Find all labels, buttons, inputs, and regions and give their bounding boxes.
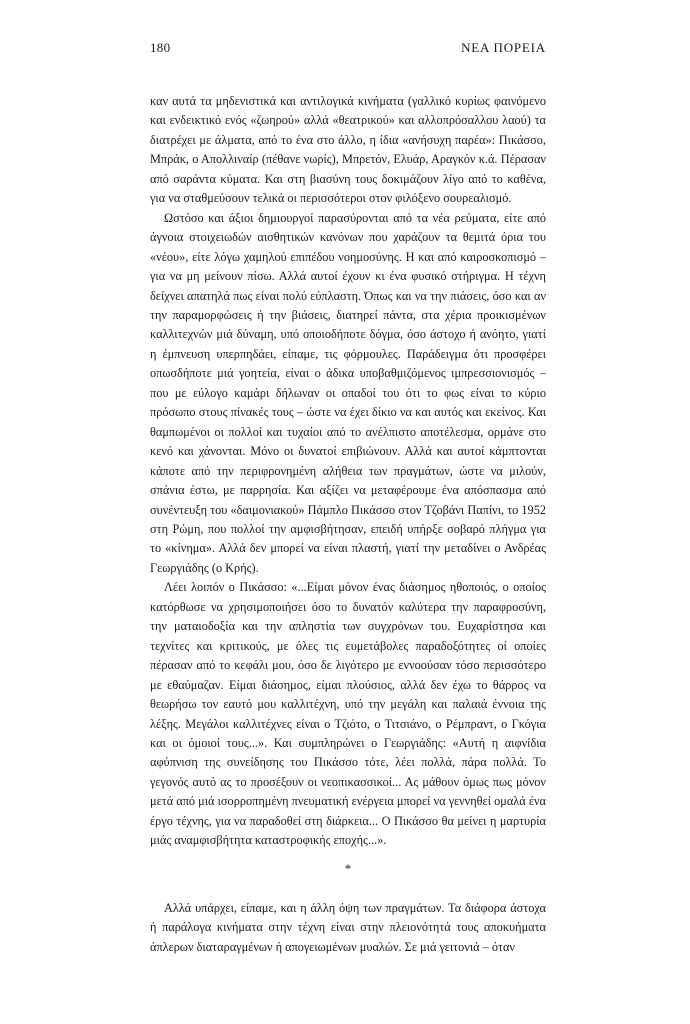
- section-separator: *: [344, 860, 352, 876]
- running-title: ΝΕΑ ΠΟΡΕΙΑ: [461, 40, 546, 55]
- paragraph-4: Αλλά υπάρχει, είπαμε, και η άλλη όψη των πραγμάτων. Τα διάφορα άστοχα ή παράλογα κινήματα στην τέχνη είναι στην πλειονότητά τους αποκυήματα άπλερων διαταραγμένων ή απογειωμένων μυαλών. Σε μιά γειτονιά – όταν: [150, 900, 546, 954]
- page-header: [150, 40, 546, 60]
- paragraph-2: Ωστόσο και άξιοι δημιουργοί παρασύρονται από τα νέα ρεύματα, είτε από άγνοια στοιχειωδών αισθητικών κανόνων που χαράζουν τα θεμιτά όρια του «νέου», είτε λόγω χαμηλού επιπέδου νοημοσύνης. Η και από καιροσκοπισμό – για να μη μείνουν πίσω. Αλλά αυτοί έχουν κι ένα φυσικό στήριγμα. Η τέχνη δείχνει απατηλά πως είναι πολύ εύπλαστη. Όπως και να την πιάσεις, όσο και αν την παραμορφώσεις ή την βιάσεις, διατηρεί πάντα, στα χέρια προικισμένων καλλιτεχνών μιά δύναμη, υπό οποιοδήποτε δόγμα, όσο άστοχο ή ανόητο, γιατί η έμπνευση υπερπηδάει, είπαμε, τις φόρμουλες. Παράδειγμα ότι προσφέρει οπωσδήποτε μιά γοητεία, είναι ο άδικα υποβαθμιζόμενος ιμπρεσσιονισμός – που με εύλογο καμάρι δήλωναν οι οπαδοί του ότι το φως είναι το κύριο πρόσωπο στους πίνακές τους – ώστε να έχει δίκιο να και αυτός και εκείνος. Και θαμπωμένοι οι πολλοί και τυχαίοι από το ανέλπιστο αποτέλεσμα, ορμάνε στο κενό και χάνονται. Μόνο οι δυνατοί επιβιώνουν. Αλλά και αυτοί κάμπτονται κάποτε από την περιφρονημένη αλήθεια των πραγμάτων, ώστε να μιλούν, σπάνια έστω, με παρρησία. Και αξίζει να μεταφέρουμε ένα απόσπασμα από συνέντευξη του «δαιμονιακού» Πάμπλο Πικάσσο στον Τζοβάνι Παπίνι, το 1952 στη Ρώμη, που πολλοί την αμφισβήτησαν, επειδή υπήρξε σοβαρό πλήγμα για το «κίνημα». Αλλά δεν μπορεί να είναι πλαστή, γιατί την μεταδίνει ο Ανδρέας Γεωργιάδης (ο Κρής).: [150, 210, 546, 575]
- paragraph-3: Λέει λοιπόν ο Πικάσσο: «...Είμαι μόνον ένας διάσημος ηθοποιός, ο οποίος κατόρθωσε να χρησιμοποιήσει όσο το δυνατόν καλύτερα την παραφροσύνη, την ματαιοδοξία και την απληστία των συγχρόνων του. Ευχαρίστησα και τεχνίτες και κριτικούς, με όλες τις ευμετάβολες παραδοξότητες οί οποίες πέρασαν από το κεφάλι μου, όσο δε λιγότερο με εννοούσαν τόσο περισσότερο με εθαύμαζαν. Είμαι διάσημος, είμαι πλούσιος, αλλά δεν έχω το θάρρος να θεωρήσω τον εαυτό μου καλλιτέχνη, υπό την μεγάλη και παλαιά έννοια της λέξης. Μεγάλοι καλλιτέχνες είναι ο Τζιότο, ο Τιτσιάνο, ο Ρέμπραντ, ο Γκόγια και οι όμοιοί τους...». Και συμπληρώνει ο Γεωργιάδης: «Αυτή η αιφνίδια αφύπνιση της συνείδησης του Πικάσσο τότε, λέει πολλά, πάρα πολλά. Το γεγονός αυτό ας το προσέξουν οι νεοπικασσικοί... Ας μάθουν όμως πως μόνον μετά από μιά ισορροπημένη πνευματική ενέργεια μπορεί να γεννηθεί ομαλά ένα έργο τέχνης, για να παραδοθεί στη διάρκεια... Ο Πικάσσο θα μείνει η μαρτυρία μιάς αναμφισβήτητα καταστροφικής εποχής...».: [150, 580, 546, 848]
- body-text: [150, 92, 546, 957]
- page-number: 180: [150, 40, 171, 55]
- paragraph-1: καν αυτά τα μηδενιστικά και αντιλογικά κινήματα (γαλλικό κυρίως φαινόμενο και ενδεικτικό ενός «ζωηρού» αλλά «θεατρικού» και αλλοπρόσαλλου λαού) τα διατρέχει με άλματα, από το ένα στο άλλο, η ίδια «ανήσυχη παρέα»: Πικάσσο, Μπράκ, ο Απολλιναίρ (πέθανε νωρίς), Μπρετόν, Ελυάρ, Αραγκόν κ.ά. Πέρασαν από σαράντα κύματα. Και στη βιασύνη τους δοκιμάζουν λίγο από το καθένα, για να σταθμεύσουν τελικά οι περισσότεροι στον φιλόξενο σουρεαλισμό.: [150, 94, 546, 206]
